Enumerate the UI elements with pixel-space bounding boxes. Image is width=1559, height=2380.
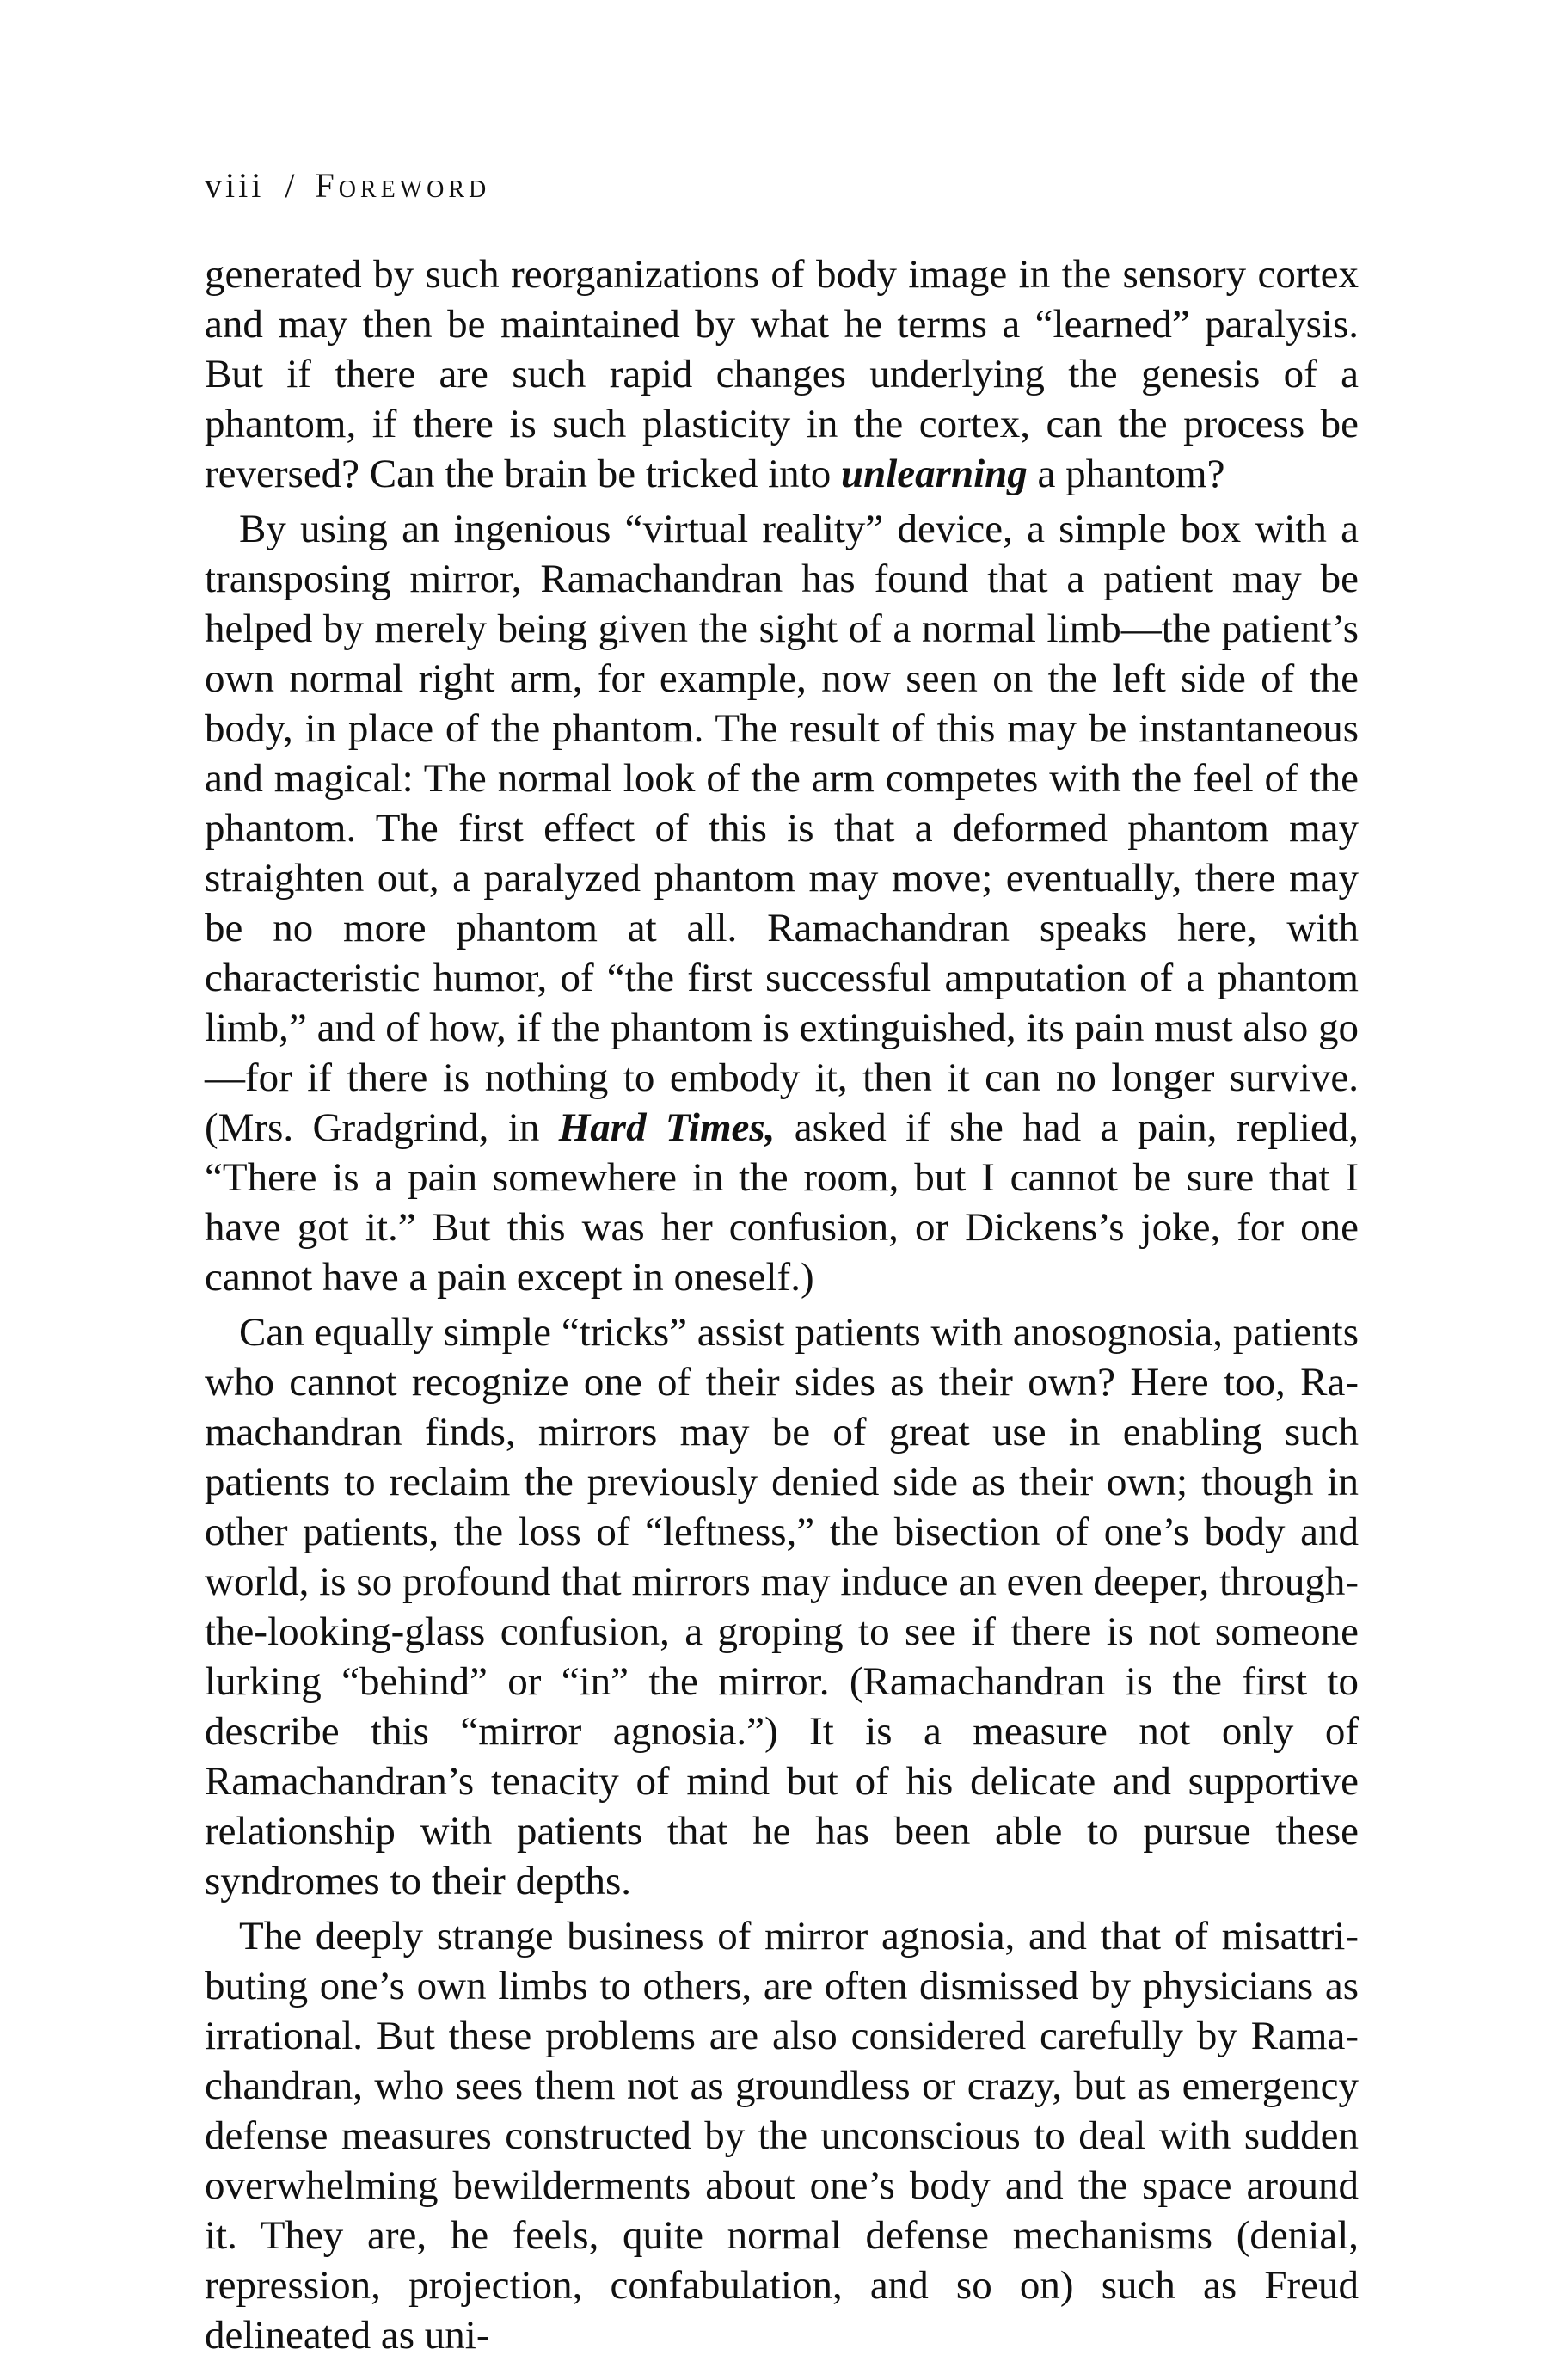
page-number: viii [205, 166, 265, 205]
paragraph-3: Can equally simple “tricks” assist patients with anosognosia, patients who cannot recognize one of their sides as their own? Here too, Ramachandran finds, mirrors may be of great use in enabling such patients to reclaim the previously denied side as their own; though in other patients, the loss of “leftness,” the bisection of one’s body and world, is so profound that mirrors may induce an even deeper, through-the-looking-glass confusion, a groping to see if there is not someone lurking “behind” or “in” the mirror. (Ramachandran is the first to describe this “mirror agnosia.”) It is a measure not only of Ramachandran’s tenacity of mind but of his delicate and supportive relationship with patients that he has been able to pursue these syndromes to their depths. [205, 1310, 1359, 1903]
header-separator: / [285, 166, 297, 205]
running-head [205, 165, 490, 206]
section-title: Foreword [315, 166, 491, 205]
paragraph-2 [205, 504, 1359, 1302]
paragraph-1-text-a: generated by such reorganizations of body image in the sensory cortex and may then be maintained by what he terms a “learned” paralysis. But if there are such rapid changes underlying the genesis of a phantom, if there is such plasticity in the cortex, can the process be reversed? Can the brain be tricked into [205, 252, 1359, 496]
paragraph-1 [205, 249, 1359, 499]
paragraph-2-text-b: asked if she had a pain, replied, “There is a pain somewhere in the room, but I cannot be sure that I have got it.” But this was her confusion, or Dickens’s joke, for one cannot have a pain except in oneself.) [205, 1105, 1359, 1300]
paragraph-1-text-b: a phantom? [1027, 452, 1225, 496]
body-text [205, 249, 1359, 2360]
paragraph-2-book-title: Hard Times, [558, 1105, 776, 1150]
paragraph-2-text-a: By using an ingenious “virtual reality” device, a simple box with a transposing mirror, Ramachandran has found that a patient may be helped by merely being given the sight of a normal limb—the patient’s own normal right arm, for example, now seen on the left side of the body, in place of the phantom. The result of this may be instantaneous and magical: The normal look of the arm competes with the feel of the phantom. The first effect of this is that a deformed phantom may straighten out, a paralyzed phantom may move; eventually, there may be no more phantom at all. Ramachandran speaks here, with characteristic humor, of “the first successful amputation of a phantom limb,” and of how, if the phantom is extinguished, its pain must also go—for if there is nothing to embody it, then it can no longer survive. (Mrs. Gradgrind, in [205, 507, 1359, 1150]
paragraph-1-emphasis: unlearning [840, 452, 1028, 496]
paragraph-4: The deeply strange business of mirror agnosia, and that of misattributing one’s own limbs to others, are often dismissed by physicians as irrational. But these problems are also considered carefully by Ramachandran, who sees them not as groundless or crazy, but as emergency defense measures constructed by the unconscious to deal with sudden overwhelming bewilderments about one’s body and the space around it. They are, he feels, quite normal defense mechanisms (denial, repression, projection, confabulation, and so on) such as Freud delineated as uni- [205, 1914, 1359, 2358]
